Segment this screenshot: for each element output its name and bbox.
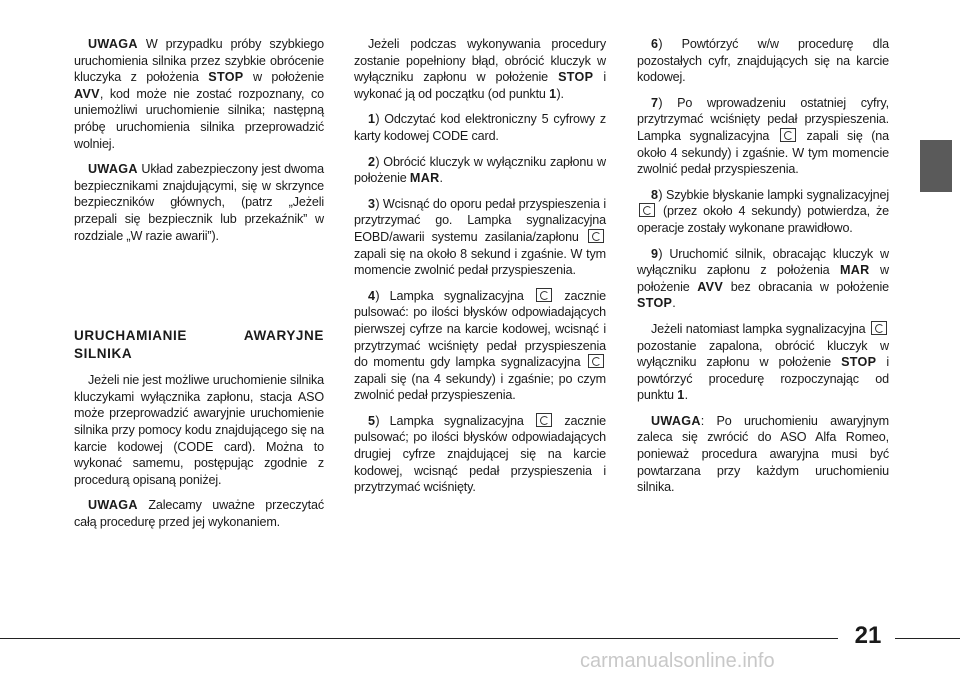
note-label: UWAGA <box>88 37 138 51</box>
note-paragraph <box>74 161 324 244</box>
key-position-mar: MAR <box>840 263 870 278</box>
paragraph <box>354 36 606 102</box>
text: i wykonać ją od początku (od punktu <box>354 70 606 101</box>
step-5 <box>354 413 606 496</box>
step-3 <box>354 196 606 279</box>
text: . <box>439 171 443 186</box>
text: W przypadku próby szybkiego uruchomienia silnika przez szybkie obrócenie kluczyka z położenia <box>74 37 324 85</box>
step-6 <box>637 36 889 86</box>
engine-warning-lamp-icon <box>639 203 655 217</box>
text: pozostanie zapalona, obrócić kluczyk w wyłączniku zapłonu w położenie <box>637 338 889 370</box>
step-number: 7 <box>651 95 659 110</box>
footer-rule-left <box>0 638 838 639</box>
text: ) Lampka sygnalizacyjna <box>375 288 535 303</box>
page-number: 21 <box>854 622 882 649</box>
text: ) Powtórzyć w/w procedurę dla pozostałych cyfr, znajdujących się na karcie kodowej. <box>637 37 889 85</box>
text: ) Odczytać kod elektroniczny 5 cyfrowy z karty kodowej CODE card. <box>354 112 606 143</box>
key-position-stop: STOP <box>208 70 244 85</box>
text: zapali się (na około 4 sekundy) i zgaśnie. W tym momencie zwolnić pedał przyspieszenia. <box>637 128 890 177</box>
key-position-avv: AVV <box>697 279 724 294</box>
text: zacznie pulsować: po ilości błysków odpowiadających pierwszej cyfrze na karcie kodowej, wcisnąć i przytrzymać wciśnięty pedał przyspieszenia do momentu gdy lampka sygnalizacyjna <box>354 288 606 370</box>
text: bez obracania w położenie <box>723 279 889 294</box>
text: zacznie pulsować; po ilości błysków odpowiadających drugiej cyfrze znajdującej się na karcie kodowej, wcisnąć pedał przyspieszenia i przytrzymać wciśnięty. <box>354 413 606 495</box>
engine-warning-lamp-icon <box>536 288 552 302</box>
text: zapali się na około 8 sekund i zgaśnie. W tym momencie zwolnić pedał przyspieszenia. <box>354 246 606 278</box>
text: ) Obrócić kluczyk w wyłączniku zapłonu w położenie <box>354 154 606 186</box>
engine-warning-lamp-icon <box>588 229 604 243</box>
paragraph: Jeżeli nie jest możliwe uruchomienie silnika kluczykami wyłącznika zapłonu, stacja ASO może przeprowadzić awaryjnie uruchomienie silnika przy pomocy kodu znajdującego się na karcie kodowej (CODE card). Można to wykonać samemu, postępując zgodnie z procedurą opisaną poniżej. <box>74 373 324 487</box>
step-9 <box>637 246 889 312</box>
step-number: 5 <box>368 413 376 428</box>
note-paragraph <box>74 497 324 530</box>
step-1 <box>354 111 606 144</box>
step-ref: 1 <box>549 86 557 101</box>
text: (przez około 4 sekundy) potwierdza, że operacje zostały wykonane prawidłowo. <box>637 204 889 235</box>
column-1 <box>74 36 324 539</box>
step-number: 4 <box>368 288 376 303</box>
footer-rule-right <box>895 638 960 639</box>
step-number: 9 <box>651 246 659 261</box>
step-number: 8 <box>651 187 659 202</box>
engine-warning-lamp-icon <box>871 321 887 335</box>
step-number: 1 <box>368 112 376 127</box>
text: w położenie <box>243 70 324 85</box>
key-position-stop: STOP <box>841 355 877 370</box>
text: : Po uruchomieniu awaryjnym zaleca się zwrócić do ASO Alfa Romeo, ponieważ procedura awaryjna musi być powtarzana przy każdym uruchomieniu silnika. <box>637 413 889 495</box>
text: Układ zabezpieczony jest dwoma bezpiecznikami znajdującymi, się w skrzynce bezpieczników głównych, (patrz „Jeżeli przepali się bezpiecznik lub przekaźnik” w rozdziale „W razie awarii”). <box>74 162 324 243</box>
note-label: UWAGA <box>651 413 701 428</box>
text: Zalecamy uważne przeczytać całą procedurę przed jej wykonaniem. <box>74 498 324 529</box>
step-4 <box>354 288 606 404</box>
text: ) Uruchomić silnik, obracając kluczyk w wyłączniku zapłonu z położenia <box>637 246 889 278</box>
step-ref: 1 <box>677 388 685 403</box>
section-heading: URUCHAMIANIE AWARYJNE SILNIKA <box>74 328 324 362</box>
step-number: 6 <box>651 37 659 51</box>
watermark: carmanualsonline.info <box>580 650 775 672</box>
step-2 <box>354 154 606 187</box>
step-number: 3 <box>368 196 376 211</box>
key-position-mar: MAR <box>409 171 440 186</box>
note-paragraph <box>637 413 889 496</box>
text: . <box>684 388 688 403</box>
step-number: 2 <box>368 154 376 169</box>
column-2 <box>354 36 606 505</box>
note-paragraph <box>74 36 324 152</box>
text: i powtórzyć procedurę rozpoczynając od punktu <box>637 355 889 403</box>
text: ). <box>556 86 564 101</box>
text: , kod może nie zostać rozpoznany, co uniemożliwi uruchomienie silnika; następną próbę uruchomienia silnika przeprowadzić wolniej. <box>74 86 324 151</box>
column-3 <box>637 36 889 505</box>
text: Jeżeli natomiast lampka sygnalizacyjna <box>651 321 869 336</box>
text: ) Wcisnąć do oporu pedał przyspieszenia i przytrzymać go. Lampka sygnalizacyjna EOBD/awarii systemu zasilania/zapłonu <box>354 196 606 244</box>
engine-warning-lamp-icon <box>536 413 552 427</box>
text: zapali się (na 4 sekundy) i zgaśnie; po czym zwolnić pedał przyspieszenia. <box>354 371 606 403</box>
step-8 <box>637 187 889 237</box>
text: Jeżeli podczas wykonywania procedury zostanie popełniony błąd, obrócić kluczyk w wyłączniku zapłonu w położenie <box>354 37 606 85</box>
key-position-stop: STOP <box>558 70 594 85</box>
text: w położenie <box>637 263 889 294</box>
text: . <box>672 296 676 311</box>
paragraph <box>637 321 889 404</box>
text: ) Po wprowadzeniu ostatniej cyfry, przytrzymać wciśnięty pedał przyspieszenia. Lampka sygnalizacyjna <box>637 95 889 143</box>
note-label: UWAGA <box>88 498 138 513</box>
text: ) Lampka sygnalizacyjna <box>375 413 535 428</box>
step-7 <box>637 95 889 178</box>
note-label: UWAGA <box>88 162 138 177</box>
engine-warning-lamp-icon <box>780 128 796 142</box>
key-position-avv: AVV <box>74 86 100 101</box>
key-position-stop: STOP <box>637 296 673 311</box>
engine-warning-lamp-icon <box>588 354 604 368</box>
section-tab-marker <box>920 140 952 192</box>
text: ) Szybkie błyskanie lampki sygnalizacyjnej <box>658 187 889 202</box>
